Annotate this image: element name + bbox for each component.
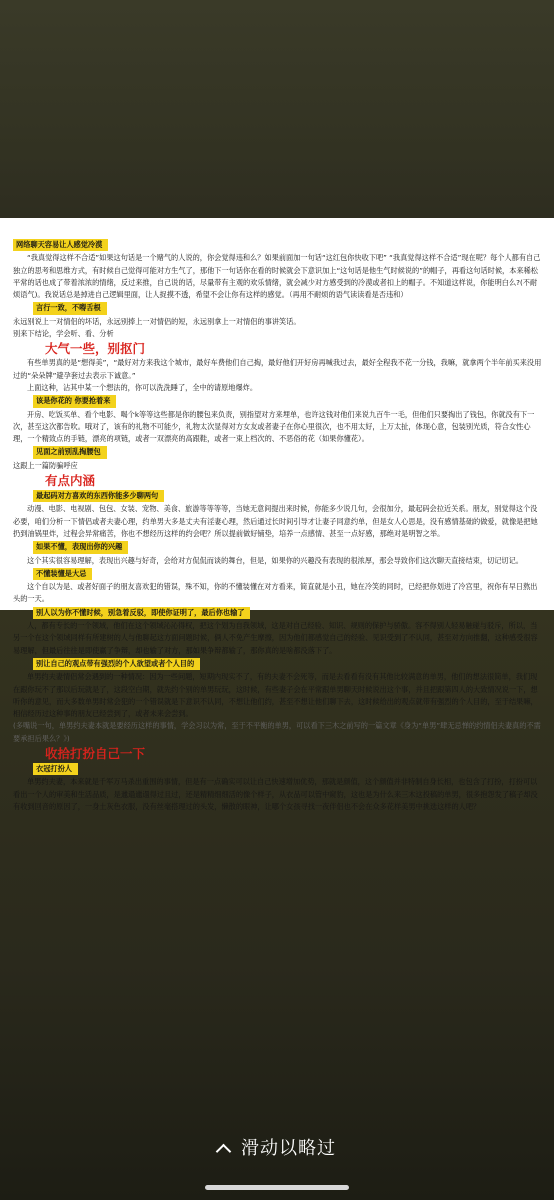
section-heading: 该是你花的 你要抢着来 — [33, 395, 116, 407]
top-background — [0, 0, 554, 218]
section-heading-row — [13, 489, 544, 503]
section-heading: 别让自己的观点带有强烈的个人欲望或者个人目的 — [33, 658, 200, 670]
section-heading-row — [13, 567, 544, 581]
section-heading-row — [13, 657, 544, 671]
section-heading: 不懂装懂是大忌 — [33, 568, 92, 580]
section-heading-row — [13, 394, 544, 408]
chapter-title: 有点内涵 — [45, 473, 96, 489]
swipe-to-skip-button[interactable] — [0, 1134, 554, 1160]
section-heading-row — [13, 445, 544, 459]
chapter-title: 收拾打扮自己一下 — [45, 745, 146, 761]
body-paragraph: “我真觉得这样不合适”如果这句话是一个赌气的人说的，你会觉得违和么？如果前面加一句话“这红包你快收下吧” “我真觉得这样不合适”现在呢？每个人都有自己独立的思考和思维方式，有时候自己觉得可能对方生气了，那他下一句话你在看的时候就会下意识加上“这句话是他生气时候说的”的帽子，再看这句话时候，本来稀松平常的话也成了带着浓浓的情绪，反过来推，自己说的话，尽量带有主观的欢乐情绪，就会减少对方感受到的冷漠或者扣上的帽子。不知道这样说，你能明白么?(不耐烦语气)。我说话总是掉进自己逻辑里面，让人捉摸不透，希望不会让你有这样的感觉。（再用不耐烦的语气读读看是否违和） — [13, 253, 541, 300]
body-paragraph: 开房、吃饭买单、看个电影、喝个k等等这些都是你的腰包来负责，别指望对方来埋单，也许这钱对他们来说九百牛一毛，但他们只要掏出了钱包，你就没有下一次，甚至这次都告吹。哦对了，该有的礼物不可能少，礼物太次显得对方女友或者妻子在你心里很次，也不用太好，上万太扯，体现心意，包装别光质，符合女性心理，一个精致点的手链，漂亮的项链，或者一双漂亮的高跟鞋，或者一束上档次的、不恶俗的花（如果你懂花）。 — [13, 409, 535, 444]
chapter-title: 大气一些，别抠门 — [45, 341, 146, 357]
body-paragraph: 这个其实很容易理解，表现出兴趣与好奇，会给对方侃侃而谈的舞台，但是，如果你的兴趣没有表现的很浓厚，那会导致你们这次聊天直接结束，切记切记。 — [27, 555, 523, 565]
section-heading: 言行一致，不嘚舌根 — [33, 302, 107, 314]
body-paragraph: 有些单男真的是“想得美”，“最好对方来我这个城市，最好车费他们自己掏，最好他们开好房再喊我过去，最好全程我不花一分钱，我嘛，就拿两个半年前买来没用过的“朵朵牌”避孕套过去表示下诚意。” — [13, 358, 542, 380]
bullet-line: 这跟上一篇防骗呼应 — [13, 460, 78, 470]
section-heading: 衣冠打扮人 — [33, 763, 78, 775]
bullet-line: 永远别说上一对情侣的坏话，永远别捧上一对情侣的短，永远别拿上一对情侣的事讲笑话。 — [13, 316, 301, 326]
bullet-line: 别来下结论，学会听、看、分析 — [13, 329, 114, 339]
article-image — [0, 218, 554, 811]
body-paragraph: 动漫、电影、电视剧、包包、女装、宠物、美食、旅游等等等等，当她无意间提出来时候，你能多少说几句，会很加分，最起码会拉近关系。朋友，别觉得这个没必要，咱们分析一下情侣或者夫妻心理，约单男大多是丈夫有淫妻心理，然后通过长时间引导才让妻子同意约单，但是女人心思是，没有感情基础的做爱，就像是把她扔到油锅里炸，过程会异常痛苦，你也不想经历这样的约会吧？所以提前做好铺垫，培养一点感情、甚至一点好感，那绝对是明智之举。 — [13, 504, 538, 538]
swipe-text: 滑动以略过 — [241, 1138, 336, 1159]
section-heading: 网络聊天容易让人感觉冷漠 — [13, 239, 108, 251]
body-paragraph: 单男约夫妻，本来就是千军万马杀出重围的事情，但是有一点确实可以让自己快速增加优势，那就是颜值，这个颜值并非特制自身长相，也包含了打扮，打扮可以看出一个人的审美和生活品质，是邋遢邋遢得过且过，还是精精细细活的像个样子，从衣品可以管中窥豹，这也是为什么来三木这投稿的单男，很多抱怨发了稿子却没有收到回音的原因了，一身土灰色衣服，没有丝毫搭理过的头发，懒散的眼神，让哪个女孩寻找一夜伴侣也不会在众多花样美男中挑选这样的人吧？ — [13, 777, 538, 811]
body-paragraph: 人，都有专长的一个领域，他们在这个领域沁沁得权，把这个划为自我领域，这是对自己经验、知识、规则的保护与骄傲。容不得别人轻易触碰与驳斥，所以，当另一个在这个领域同样有所建树的人与他聊起这方面问题时候，俩人不免产生摩擦，因为他们都感觉自己的经验、见识受到了不认同，甚至对方向推翻，这种感受很容易理解，但最后往往是即使赢了争辩，却也输了对方，那如果争辩都输了，那你真的是啥都没落下了。 — [13, 621, 538, 655]
body-paragraph: 单男约夫妻情侣常会遇到的一种情况：因为一些问题，短期内现实不了，有的夫妻不会死等，而是去看看有没有其他比较满意的单男，他们的想法很简单，我们现在跟你玩不了那以后玩就是了，这段空白期，就先约个别的单男玩玩，这时候，有些妻子会在平常跟单男聊天时候说出这个事，并且把跟第四人的大致情况说一下，想听你的意见，而大多数单男时常会犯的一个错误就是下意识不认同，不想让他们约，甚至不想让他们聊下去，这时候给出的观点就带有强烈的个人目的，至于结果嘛，相信经历过这种事的朋友已经尝到了，或者未来会尝到。 — [13, 672, 538, 719]
section-heading: 如果不懂，表现出你的兴趣 — [33, 541, 128, 553]
chevron-up-icon — [216, 1144, 232, 1160]
section-heading-row — [13, 606, 544, 620]
body-paragraph: 这个自以为是、或者好面子的朋友喜欢犯的错误，殊不知，你的不懂装懂在对方看来，简直就是小丑，她在冷笑的同时，已经把你划进了冷宫里，祝你有早日熬出头的一天。 — [13, 582, 538, 604]
home-indicator[interactable] — [205, 1185, 349, 1190]
body-paragraph: 上面这种，沾其中某一个想法的，你可以洗洗睡了，全中的请原地爆炸。 — [27, 382, 258, 392]
section-heading-row — [13, 540, 544, 554]
section-heading-row — [13, 238, 544, 252]
body-paragraph: (多嘴说一句，单男约夫妻本就是要经历这样的事情，学会习以为常，至于不平衡的单男，可以看下三木之前写的一篇文章《身为“单男”肆无忌惮的约情侣夫妻真的不需要承担后果么？》) — [13, 721, 541, 743]
section-heading: 最起码对方喜欢的东西你能多少聊两句 — [33, 490, 164, 502]
section-heading: 见面之前别乱掏腰包 — [33, 446, 107, 458]
article-content — [13, 238, 544, 813]
section-heading: 别人以为你不懂时候，别急着反驳，即使你证明了，最后你也输了 — [33, 607, 250, 619]
section-heading-row — [13, 301, 544, 315]
section-heading-row — [13, 762, 544, 776]
